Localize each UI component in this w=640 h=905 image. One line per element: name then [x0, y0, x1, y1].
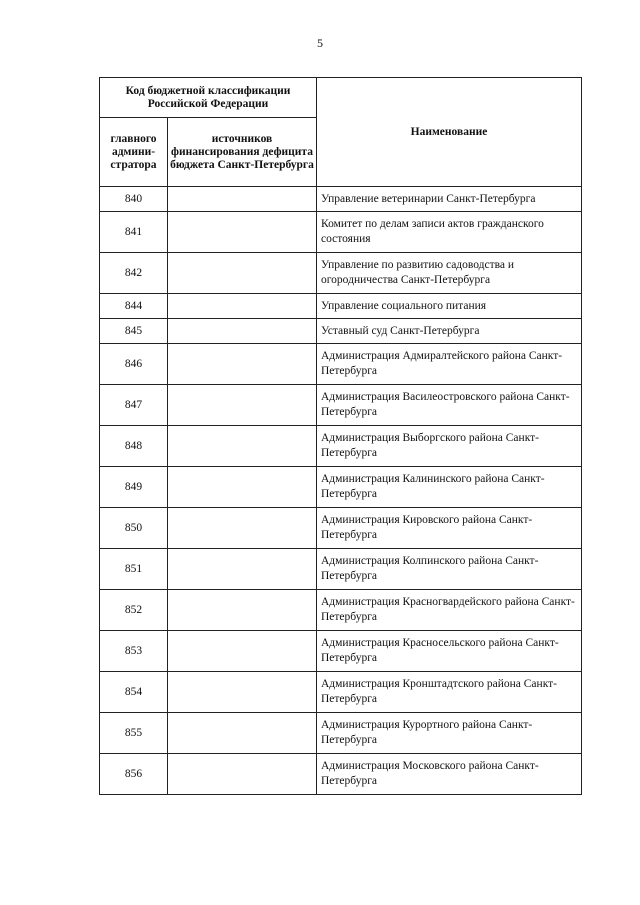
name-cell: Администрация Адмиралтейского района Санкт-Петербурга	[317, 344, 582, 385]
admin-code-cell: 855	[100, 713, 168, 754]
admin-code-cell: 841	[100, 212, 168, 253]
financing-source-cell	[168, 754, 317, 795]
name-cell: Управление ветеринарии Санкт-Петербурга	[317, 187, 582, 212]
header-name: Наименование	[317, 78, 582, 187]
financing-source-cell	[168, 344, 317, 385]
name-cell: Управление социального питания	[317, 294, 582, 319]
admin-code-cell: 853	[100, 631, 168, 672]
table-row	[100, 187, 582, 212]
admin-code-cell: 848	[100, 426, 168, 467]
table-row	[100, 344, 582, 385]
budget-classification-table	[99, 77, 582, 795]
admin-code-cell: 842	[100, 253, 168, 294]
name-cell: Администрация Кронштадтского района Санкт-Петербурга	[317, 672, 582, 713]
name-cell: Администрация Красносельского района Санкт-Петербурга	[317, 631, 582, 672]
financing-source-cell	[168, 631, 317, 672]
header-main-administrator: главного админи-стратора	[100, 118, 168, 187]
header-budget-code-group: Код бюджетной классификации Российской Федерации	[100, 78, 317, 118]
name-cell: Администрация Кировского района Санкт-Петербурга	[317, 508, 582, 549]
table-row	[100, 294, 582, 319]
name-cell: Комитет по делам записи актов гражданского состояния	[317, 212, 582, 253]
financing-source-cell	[168, 508, 317, 549]
admin-code-cell: 851	[100, 549, 168, 590]
admin-code-cell: 847	[100, 385, 168, 426]
table-row	[100, 672, 582, 713]
admin-code-cell: 840	[100, 187, 168, 212]
admin-code-cell: 846	[100, 344, 168, 385]
table-row	[100, 467, 582, 508]
admin-code-cell: 854	[100, 672, 168, 713]
financing-source-cell	[168, 426, 317, 467]
admin-code-cell: 852	[100, 590, 168, 631]
financing-source-cell	[168, 385, 317, 426]
name-cell: Администрация Колпинского района Санкт-Петербурга	[317, 549, 582, 590]
page-number: 5	[317, 36, 323, 50]
table-row	[100, 426, 582, 467]
financing-source-cell	[168, 319, 317, 344]
table-row	[100, 385, 582, 426]
table-row	[100, 508, 582, 549]
table-row	[100, 253, 582, 294]
header-financing-sources: источников финансирования дефицита бюджета Санкт-Петербурга	[168, 118, 317, 187]
admin-code-cell: 845	[100, 319, 168, 344]
table-row	[100, 631, 582, 672]
table-row	[100, 319, 582, 344]
table-header	[100, 78, 582, 187]
admin-code-cell: 856	[100, 754, 168, 795]
table-row	[100, 754, 582, 795]
name-cell: Администрация Калининского района Санкт-Петербурга	[317, 467, 582, 508]
financing-source-cell	[168, 212, 317, 253]
financing-source-cell	[168, 187, 317, 212]
financing-source-cell	[168, 713, 317, 754]
financing-source-cell	[168, 294, 317, 319]
financing-source-cell	[168, 467, 317, 508]
table-row	[100, 590, 582, 631]
name-cell: Администрация Московского района Санкт-Петербурга	[317, 754, 582, 795]
table-row	[100, 549, 582, 590]
admin-code-cell: 844	[100, 294, 168, 319]
name-cell: Уставный суд Санкт-Петербурга	[317, 319, 582, 344]
admin-code-cell: 849	[100, 467, 168, 508]
financing-source-cell	[168, 253, 317, 294]
name-cell: Администрация Василеостровского района Санкт-Петербурга	[317, 385, 582, 426]
name-cell: Администрация Выборгского района Санкт-Петербурга	[317, 426, 582, 467]
table-row	[100, 212, 582, 253]
financing-source-cell	[168, 590, 317, 631]
table-body	[100, 187, 582, 795]
admin-code-cell: 850	[100, 508, 168, 549]
name-cell: Администрация Красногвардейского района Санкт-Петербурга	[317, 590, 582, 631]
financing-source-cell	[168, 672, 317, 713]
financing-source-cell	[168, 549, 317, 590]
table-row	[100, 713, 582, 754]
name-cell: Администрация Курортного района Санкт-Петербурга	[317, 713, 582, 754]
name-cell: Управление по развитию садоводства и огородничества Санкт-Петербурга	[317, 253, 582, 294]
